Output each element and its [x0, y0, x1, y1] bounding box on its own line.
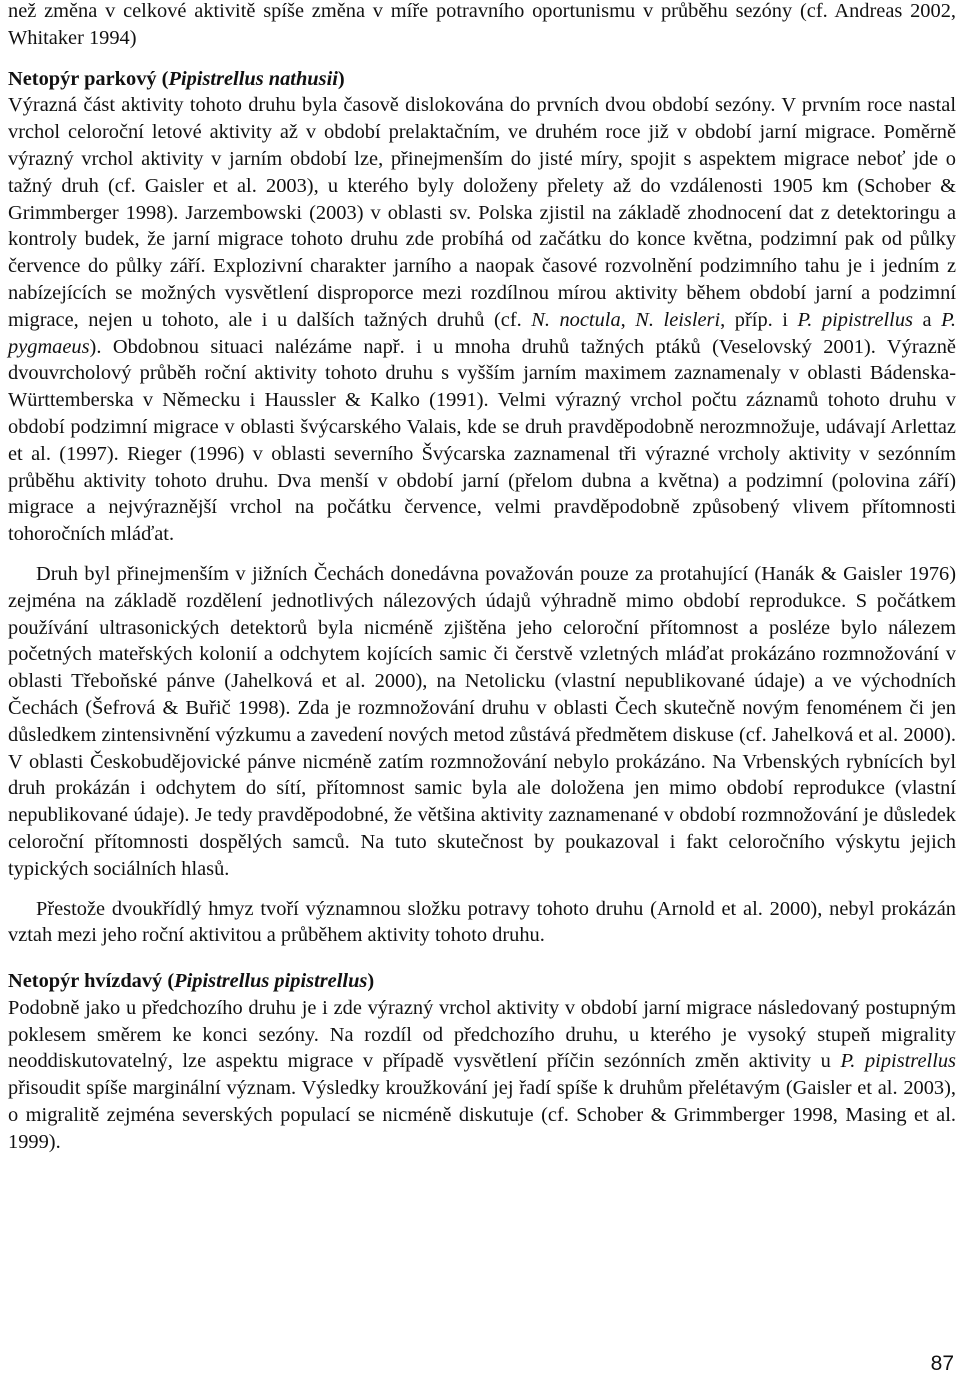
nathusii-paragraph-2: Druh byl přinejmenším v jižních Čechách donedávna považován pouze za protahující (Hanák & Gaisler 1976) zejména na základě rozdělení jednotlivých nálezových údajů výhradně mimo období reprodukce. S počátkem používání ultrasonických detektorů byla nicméně zjištěna jeho celoroční přítomnost a posléze bylo nálezem početných mateřských kolonií a odchytem kojících samic či čerstvě vzletných mláďat prokázáno rozmnožování v oblasti Třeboňské pánve (Jahelková et al. 2000), na Netolicku (vlastní nepublikované údaje) a ve východních Čechách (Šefrová & Buřič 1998). Zda je rozmnožování druhu v oblasti Čech skutečně novým fenoménem či jen důsledkem zintensivnění výzkumu a zavedení nových metod zůstává předmětem diskuse (cf. Jahelková et al. 2000). V oblasti Českobudějovické pánve nicméně zatím rozmnožování nebylo prokázáno. Na Vrbenských rybnících byl druh prokázán i odchytem do sítí, přítomnost samic byla ale doložena jen mimo období reprodukce (vlastní nepublikované údaje). Je tedy pravděpodobné, že většina aktivity zaznamenané v období rozmnožování je důsledek celoroční přítomnosti dospělých samců. Na tuto skutečnost by poukazoval i fakt celoročního výskytu jejich typických sociálních hlasů.	[8, 562, 956, 880]
species-name: Pipistrellus nathusii	[168, 67, 338, 90]
section-heading-nathusii: Netopýr parkový (Pipistrellus nathusii)	[8, 67, 345, 90]
species-name: N. leisleri	[635, 308, 721, 331]
page-body	[8, 0, 956, 1156]
intro-paragraph	[8, 0, 956, 52]
pipistrellus-paragraph-1: Podobně jako u předchozího druhu je i zde výrazný vrchol aktivity v období jarní migrace následovaný postupným poklesem směrem ke konci sezóny. Na rozdíl od předchozího druhu, u kterého je vysoký stupeň migrality neoddiskutovatelný, lze aspektu migrace v případě vysvětlení příčin sezónních změn aktivity u P. pipistrellus přisoudit spíše marginální význam. Výsledky kroužkování jej řadí spíše k druhům přelétavým (Gaisler et al. 2003), o migralitě zejména severských populací se nicméně diskutuje (cf. Schober & Grimmberger 1998, Masing et al. 1999).	[8, 996, 956, 1153]
species-name: P. pygmaeus	[8, 308, 957, 358]
nathusii-paragraph-1: Výrazná část aktivity tohoto druhu byla časově dislokována do prvních dvou období sezóny. V prvním roce nastal vrchol celoroční letové aktivity až v období prelaktačním, ve druhém roce již v období jarní migrace. Poměrně výrazný vrchol aktivity v jarním období lze, přinejmenším do jisté míry, spojit s aspektem migrace neboť jde o tažný druh (cf. Gaisler et al. 2003), u kterého byly doloženy přelety až do vzdálenosti 1905 km (Schober & Grimmberger 1998). Jarzembowski (2003) v oblasti sv. Polska zjistil na základě zhodnocení dat z detektoringu a kontroly budek, že jarní migrace tohoto druhu zde probíhá od začátku do konce května, podzimní pak od půlky července do půlky září. Explozivní charakter jarního a naopak časové rozvolnění podzimního tahu je i jedním z nabízejících se možných vysvětlení disproporce mezi rozdílnou mírou aktivity během období jarní a podzimní migrace, nejen u tohoto, ale i u dalších tažných druhů (cf. N. noctula, N. leisleri, příp. i P. pipistrellus a P. pygmaeus). Obdobnou situaci nalézáme např. i u mnoha druhů tažných ptáků (Veselovský 2001). Výrazně dvouvrcholový průběh roční aktivity tohoto druhu s vyšším jarním maximem zaznamenaly v oblasti Bádenska-Württemberska v Německu i Haussler & Kalko (1991). Velmi výrazný vrchol počtu záznamů tohoto druhu v období podzimní migrace v oblasti švýcarského Valais, kde se druh pravděpodobně nerozmnožuje, udávají Arlettaz et al. (1997). Rieger (1996) v oblasti severního Švýcarska zaznamenal tři výrazné vrcholy aktivity v sezónním průběhu aktivity tohoto druhu. Dva menší v období jarní (přelom dubna a května) a podzimní (polovina září) migrace a nejvýraznější vrchol na počátku července, velmi pravděpodobně způsobený vlivem přítomnosti tohoročních mláďat.	[8, 94, 957, 546]
species-name: P. pipistrellus	[797, 308, 913, 331]
species-name: Pipistrellus pipistrellus	[174, 970, 368, 993]
nathusii-paragraph-3: Přestože dvoukřídlý hmyz tvoří významnou složku potravy tohoto druhu (Arnold et al. 2000), nebyl prokázán vztah mezi jeho roční aktivitou a průběhem aktivity tohoto druhu.	[8, 897, 956, 947]
species-name: P. pipistrellus	[840, 1050, 956, 1073]
section-heading-pipistrellus: Netopýr hvízdavý (Pipistrellus pipistrellus)	[8, 970, 375, 993]
page-number: 87	[930, 1352, 954, 1375]
intro-text: než změna v celkové aktivitě spíše změna v míře potravního oportunismu v průběhu sezóny (cf. Andreas 2002, Whitaker 1994)	[8, 0, 956, 49]
species-name: N. noctula	[531, 308, 621, 331]
